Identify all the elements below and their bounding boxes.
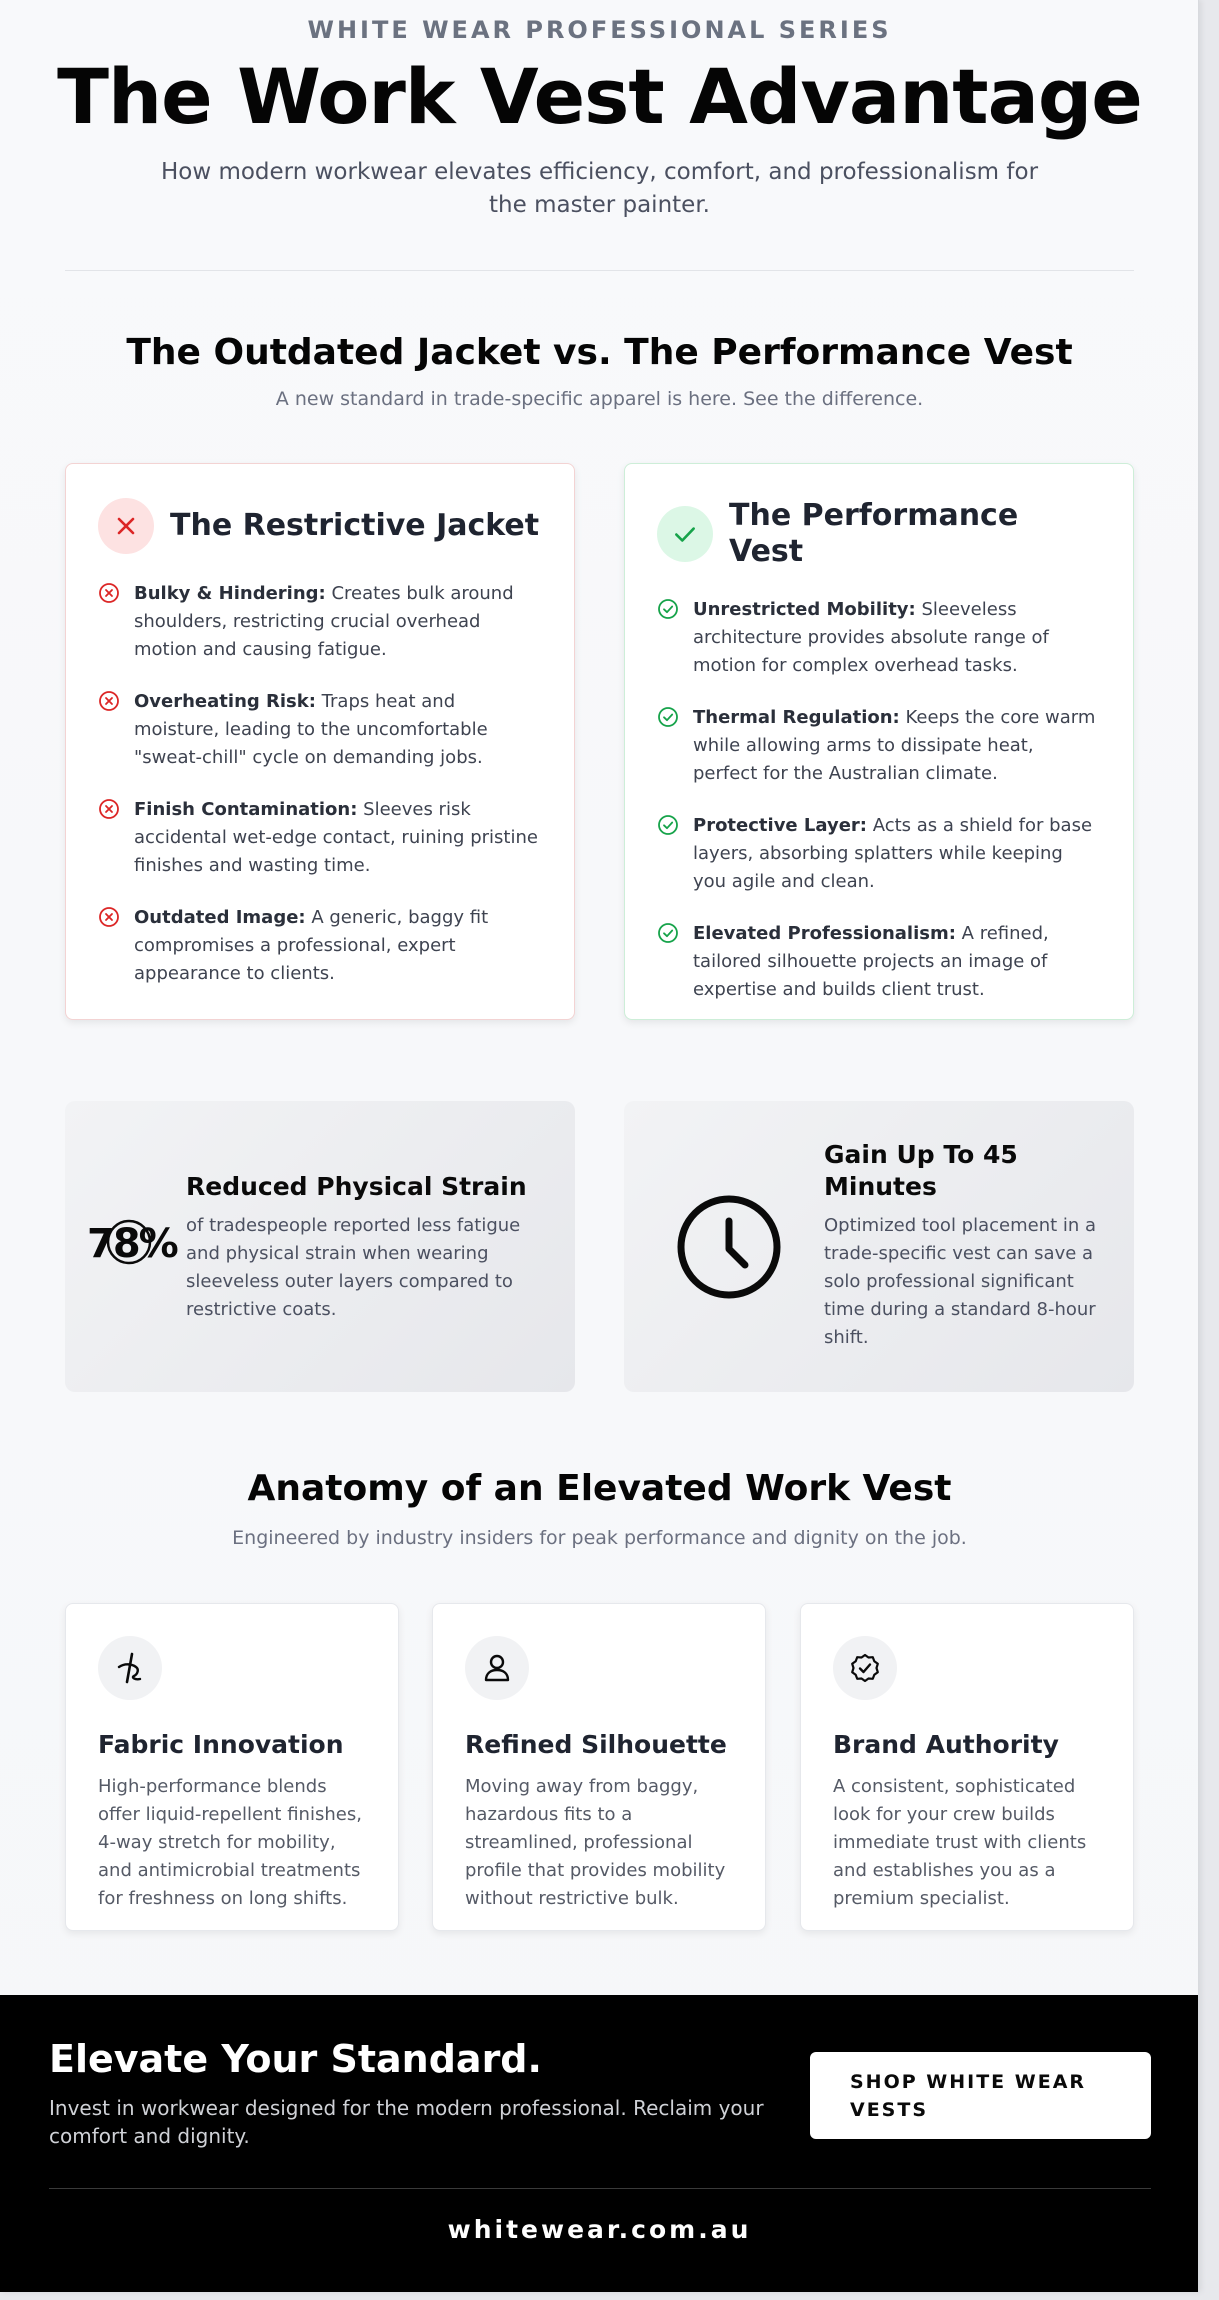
- feature-text: High-performance blends offer liquid-repellent finishes, 4-way stretch for mobility, and antimicrobial treatments for freshness on long shifts.: [98, 1776, 362, 1909]
- vest-item: [657, 920, 1101, 1004]
- vest-item-text: [693, 812, 1101, 896]
- page-subtitle: How modern workwear elevates efficiency, comfort, and professionalism for the master painter.: [160, 159, 1039, 218]
- stat-title: Gain Up To 45 Minutes: [824, 1140, 1018, 1201]
- jacket-item-label: Bulky & Hindering:: [134, 583, 326, 604]
- feature-title: Fabric Innovation: [98, 1730, 344, 1759]
- vest-item-text: [693, 596, 1101, 680]
- shop-vests-button[interactable]: SHOP WHITE WEAR VESTS: [810, 2052, 1151, 2139]
- jacket-item-label: Outdated Image:: [134, 907, 306, 928]
- vest-item-description: Acts as a shield for base layers, absorbing splatters while keeping you agile and clean.: [693, 815, 1093, 892]
- jacket-item-description: Traps heat and moisture, leading to the uncomfortable "sweat-chill" cycle on demanding jobs.: [134, 691, 488, 768]
- footer-subtitle: Invest in workwear designed for the modern professional. Reclaim your comfort and dignity.: [49, 2096, 764, 2148]
- x-icon: [98, 498, 154, 554]
- footer-title: Elevate Your Standard.: [49, 2037, 542, 2081]
- x-circle-icon: [98, 690, 120, 712]
- vest-item-label: Thermal Regulation:: [693, 707, 900, 728]
- jacket-item-description: Sleeves risk accidental wet-edge contact, ruining pristine finishes and wasting time.: [134, 799, 538, 876]
- jacket-item-description: A generic, baggy fit compromises a professional, expert appearance to clients.: [134, 907, 489, 984]
- jacket-item-text: [134, 904, 542, 988]
- jacket-item: [98, 580, 542, 664]
- vest-item: [657, 596, 1101, 680]
- feature-title: Brand Authority: [833, 1730, 1059, 1759]
- vest-item-text: [693, 920, 1101, 1004]
- vest-card: [624, 463, 1134, 1020]
- jacket-item: [98, 796, 542, 880]
- stat-text: of tradespeople reported less fatigue and physical strain when wearing sleeveless outer layers compared to restrictive coats.: [186, 1215, 521, 1320]
- feature-card-brand: [800, 1603, 1134, 1931]
- vest-card-title: The Performance Vest: [729, 498, 1019, 569]
- divider: [65, 270, 1134, 271]
- check-circle-icon: [657, 814, 679, 836]
- footer-url-link[interactable]: whitewear.com.au: [447, 2215, 752, 2244]
- vest-item-description: Sleeveless architecture provides absolute range of motion for complex overhead tasks.: [693, 599, 1049, 676]
- x-circle-icon: [98, 906, 120, 928]
- vest-item-text: [693, 704, 1101, 788]
- feature-text: Moving away from baggy, hazardous fits to a streamlined, professional profile that provides mobility without restrictive bulk.: [465, 1776, 726, 1909]
- feature-text: A consistent, sophisticated look for your crew builds immediate trust with clients and establishes you as a premium specialist.: [833, 1776, 1087, 1909]
- jacket-card-title: The Restrictive Jacket: [170, 508, 540, 543]
- stat-card-strain: [65, 1101, 575, 1392]
- badge-check-icon: [833, 1636, 897, 1700]
- vest-item-label: Elevated Professionalism:: [693, 923, 956, 944]
- stat-text: Optimized tool placement in a trade-specific vest can save a solo professional significant time during a standard 8-hour shift.: [824, 1215, 1097, 1348]
- user-icon: [465, 1636, 529, 1700]
- feature-title: Refined Silhouette: [465, 1730, 727, 1759]
- stat-value: 78%: [87, 1221, 177, 1267]
- page-title: The Work Vest Advantage: [57, 52, 1142, 141]
- stat-card-time: [624, 1101, 1134, 1392]
- x-circle-icon: [98, 582, 120, 604]
- footer-divider: [49, 2188, 1151, 2189]
- vest-item: [657, 812, 1101, 896]
- anatomy-subtitle: Engineered by industry insiders for peak performance and dignity on the job.: [232, 1527, 967, 1549]
- clock-icon: [675, 1193, 783, 1301]
- feature-card-silhouette: [432, 1603, 766, 1931]
- x-circle-icon: [98, 798, 120, 820]
- series-eyebrow: WHITE WEAR PROFESSIONAL SERIES: [307, 16, 892, 44]
- jacket-item: [98, 688, 542, 772]
- check-circle-icon: [657, 706, 679, 728]
- vest-item-label: Unrestricted Mobility:: [693, 599, 916, 620]
- stat-title: Reduced Physical Strain: [186, 1172, 527, 1201]
- check-circle-icon: [657, 922, 679, 944]
- feature-card-fabric: [65, 1603, 399, 1931]
- vest-item-label: Protective Layer:: [693, 815, 867, 836]
- check-icon: [657, 506, 713, 562]
- vest-item: [657, 704, 1101, 788]
- jacket-item-label: Overheating Risk:: [134, 691, 316, 712]
- vest-item-description: A refined, tailored silhouette projects an image of expertise and builds client trust.: [693, 923, 1049, 1000]
- jacket-item-description: Creates bulk around shoulders, restricting crucial overhead motion and causing fatigue.: [134, 583, 514, 660]
- jacket-item-text: [134, 796, 542, 880]
- needle-thread-icon: [98, 1636, 162, 1700]
- vest-item-description: Keeps the core warm while allowing arms to dissipate heat, perfect for the Australian climate.: [693, 707, 1096, 784]
- check-circle-icon: [657, 598, 679, 620]
- jacket-item-label: Finish Contamination:: [134, 799, 358, 820]
- footer: [0, 1995, 1199, 2292]
- jacket-item: [98, 904, 542, 988]
- jacket-card: [65, 463, 575, 1020]
- jacket-item-text: [134, 688, 542, 772]
- anatomy-title: Anatomy of an Elevated Work Vest: [247, 1468, 952, 1509]
- comparison-title: The Outdated Jacket vs. The Performance Vest: [126, 332, 1073, 373]
- jacket-item-text: [134, 580, 542, 664]
- comparison-subtitle: A new standard in trade-specific apparel is here. See the difference.: [275, 388, 924, 410]
